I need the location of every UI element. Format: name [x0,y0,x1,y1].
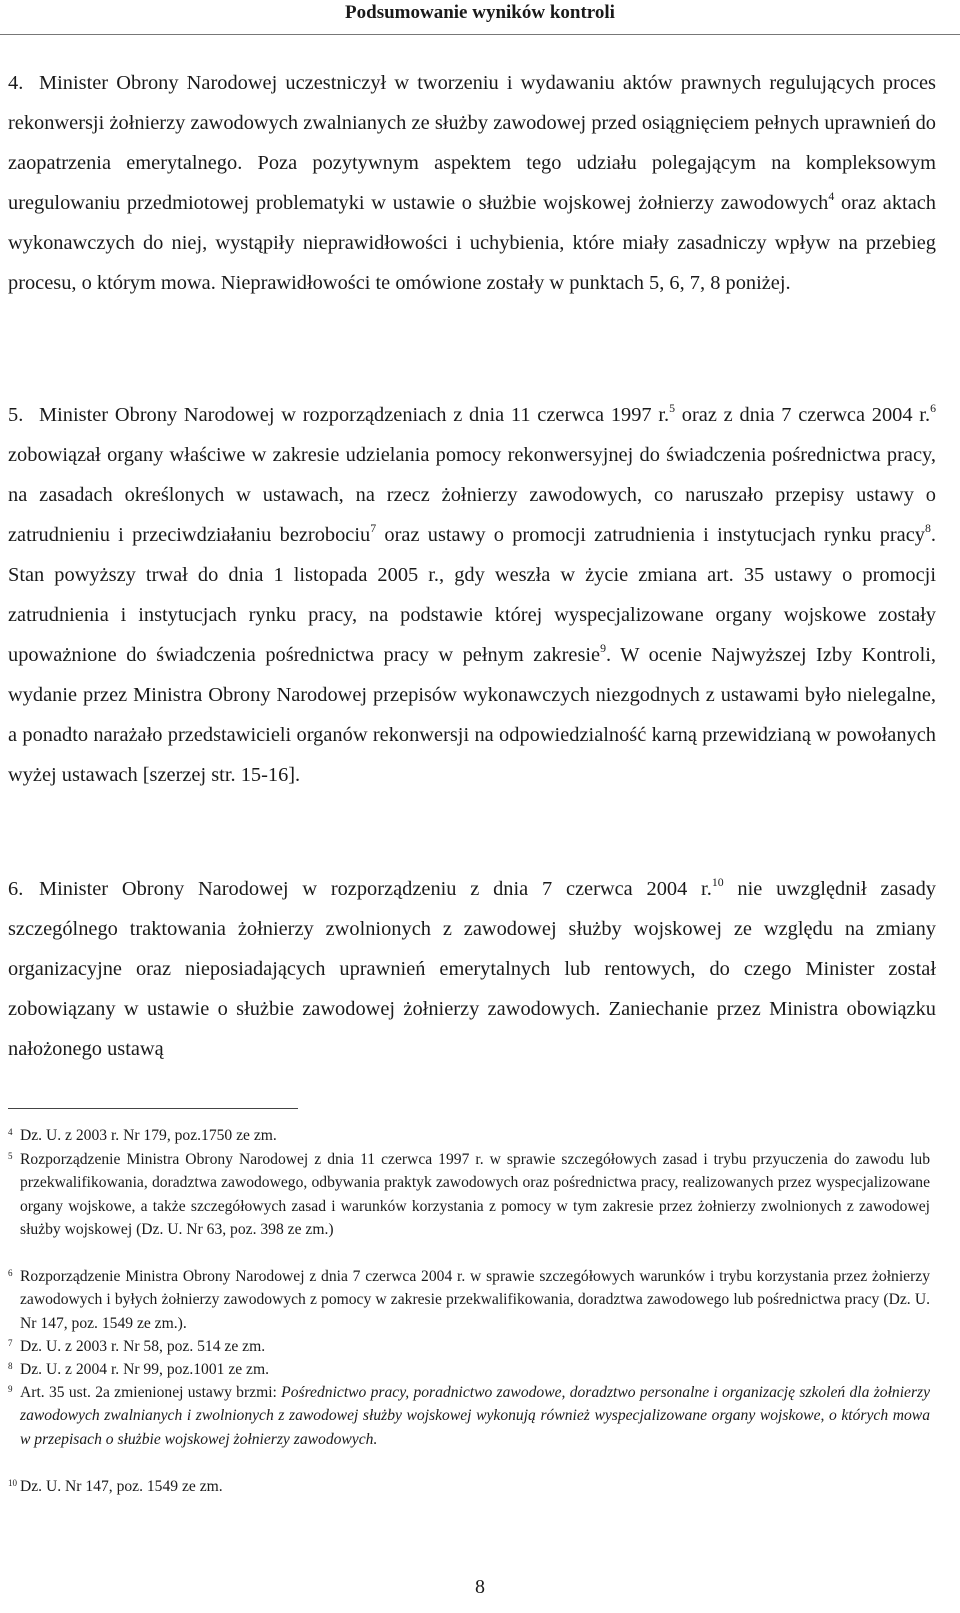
point-6 [8,869,936,1069]
point-number: 5. [8,404,24,426]
point-text: zobowiązał organy właściwe w zakresie udzielania pomocy rekonwersyjnej do świadczenia pośrednictwa pracy, na zasadach określonych w ustawach, na rzecz żołnierzy zawodowych, co naruszało przepisy ustawy o zatrudnieniu i przeciwdziałaniu bezrobociu [8,444,936,546]
footnote-quote: Pośrednictwo pracy, poradnictwo zawodowe, doradztwo personalne i organizację szkoleń dla żołnierzy zawodowych zwalnianych i zwolnionych z zawodowej służby wojskowej wykonują również wyspecjalizowane organy wojskowe, o których mowa w przepisach o służbie wojskowej żołnierzy zawodowych. [20,1384,931,1448]
point-number: 6. [8,878,24,900]
footnote-10: $^{10}$ Dz. U. Nr 147, poz. 1549 ze zm. [8,1478,223,1495]
point-text: nie uwzględnił zasady szczególnego traktowania żołnierzy zwolnionych z zawodowej służby wojskowej ze względu na zmiany organizacyjne oraz nieposiadających uprawnień emerytalnych lub rentowych, do czego Minister został zobowiązany w ustawie o służbie zawodowej żołnierzy zawodowych. Zaniechanie przez Ministra obowiązku nałożonego ustawą [8,878,936,1060]
footnote-9: $^9$ Art. 35 ust. 2a zmienionej ustawy brzmi: Pośrednictwo pracy, poradnictwo zawodowe, doradztwo personalne i organizację szkoleń dla żołnierzy zawodowych zwalnianych i zwolnionych z zawodowej służby wojskowej wykonują również wyspecjalizowane organy wojskowe, o których mowa w przepisach o służbie wojskowej żołnierzy zawodowych. [8,1384,931,1448]
footnote-ref: 6 [930,401,936,416]
footnote-ref: 9 [600,641,607,656]
footnote-text: Rozporządzenie Ministra Obrony Narodowej z dnia 11 czerwca 1997 r. w sprawie szczegółowych zasad i trybu przyuczenia do zawodu lub przekwalifikowania, doradztwa zawodowego, odbywania praktyk zawodowych oraz pośrednictwa pracy, realizowanych przez wyspecjalizowane organy wojskowe, a także szczegółowych zasad i warunków korzystania z pomocy w tym zakresie przez żołnierzy zwolnionych z zawodowej służby wojskowej (Dz. U. Nr 63, poz. 398 ze zm.) [20,1151,930,1239]
footnote-5: $^5$ Rozporządzenie Ministra Obrony Narodowej z dnia 11 czerwca 1997 r. w sprawie szczegółowych zasad i trybu przyuczenia do zawodu lub przekwalifikowania, doradztwa zawodowego, odbywania praktyk zawodowych oraz pośrednictwa pracy, realizowanych przez wyspecjalizowane organy wojskowe, a także szczegółowych zasad i warunków korzystania z pomocy w tym zakresie przez żołnierzy zwolnionych z zawodowej służby wojskowej (Dz. U. Nr 63, poz. 398 ze zm.) [8,1151,930,1239]
point-text: oraz z dnia 7 czerwca 2004 r. [675,404,931,426]
footnote-text: Art. 35 ust. 2a zmienionej ustawy brzmi: [20,1384,282,1401]
point-text: oraz aktach wykonawczych do niej, wystąpiły nieprawidłowości i uchybienia, które miały zasadniczy wpływ na przebieg procesu, o którym mowa. Nieprawidłowości te omówione zostały w punktach 5, 6, 7, 8 poniżej. [8,192,936,294]
running-header [0,0,960,26]
footnote-6: $^6$ Rozporządzenie Ministra Obrony Narodowej z dnia 7 czerwca 2004 r. w sprawie szczegółowych warunków i trybu korzystania przez żołnierzy zawodowych i byłych żołnierzy zawodowych z pomocy w zakresie przekwalifikowania, doradztwa zawodowego lub pośrednictwa pracy (Dz. U. Nr 147, poz. 1549 ze zm.). [8,1268,930,1332]
point-text: . W ocenie Najwyższej Izby Kontroli, wydanie przez Ministra Obrony Narodowej przepisów wykonawczych niezgodnych z ustawami było nielegalne, a ponadto narażało przedstawicieli organów rekonwersji na odpowiedzialność karną przewidzianą w powołanych wyżej ustawach [szerzej str. 15-16]. [8,644,936,786]
footnote-text: Dz. U. z 2004 r. Nr 99, poz.1001 ze zm. [20,1361,270,1378]
footnote-ref: 7 [370,521,377,536]
point-text: Minister Obrony Narodowej w rozporządzeniach z dnia 11 czerwca 1997 r. [39,404,670,426]
point-4 [8,63,936,303]
footnote-ref: 5 [669,401,676,416]
footnote-ref: 4 [828,189,835,204]
footnote-text: Dz. U. z 2003 r. Nr 179, poz.1750 ze zm. [20,1127,277,1144]
header-rule [0,34,960,35]
footnote-text: Dz. U. Nr 147, poz. 1549 ze zm. [20,1478,223,1495]
footnote-4: $^4$ Dz. U. z 2003 r. Nr 179, poz.1750 ze zm. [8,1127,277,1144]
footnote-8: $^8$ Dz. U. z 2004 r. Nr 99, poz.1001 ze zm. [8,1361,270,1378]
point-number: 4. [8,72,24,94]
point-text: Minister Obrony Narodowej w rozporządzeniu z dnia 7 czerwca 2004 r. [39,878,712,900]
footnote-text: Dz. U. z 2003 r. Nr 58, poz. 514 ze zm. [20,1338,266,1355]
point-text: oraz ustawy o promocji zatrudnienia i instytucjach rynku pracy [376,524,925,546]
page-number: 8 [475,1576,485,1598]
footnote-ref: 8 [924,521,931,536]
footnote-text: Rozporządzenie Ministra Obrony Narodowej z dnia 7 czerwca 2004 r. w sprawie szczegółowych warunków i trybu korzystania przez żołnierzy zawodowych i byłych żołnierzy zawodowych z pomocy w zakresie przekwalifikowania, doradztwa zawodowego lub pośrednictwa pracy (Dz. U. Nr 147, poz. 1549 ze zm.). [20,1268,930,1332]
point-text: Minister Obrony Narodowej uczestniczył w tworzeniu i wydawaniu aktów prawnych regulujących proces rekonwersji żołnierzy zawodowych zwalnianych ze służby zawodowej przed osiągnięciem pełnych uprawnień do zaopatrzenia emerytalnego. Poza pozytywnym aspektem tego udziału polegającym na kompleksowym uregulowaniu przedmiotowej problematyki w ustawie o służbie wojskowej żołnierzy zawodowych [8,72,936,214]
point-5 [8,395,936,795]
point-text: . Stan powyższy trwał do dnia 1 listopada 2005 r., gdy weszła w życie zmiana art. 35 ustawy o promocji zatrudnienia i instytucjach rynku pracy, na podstawie której wyspecjalizowane organy wojskowe zostały upoważnione do świadczenia pośrednictwa pracy w pełnym zakresie [8,524,937,666]
footnote-ref: 10 [711,875,724,890]
footnote-7: $^7$ Dz. U. z 2003 r. Nr 58, poz. 514 ze zm. [8,1338,266,1355]
running-header-title: Podsumowanie wyników kontroli [345,2,615,23]
footnote-separator [8,1108,298,1109]
